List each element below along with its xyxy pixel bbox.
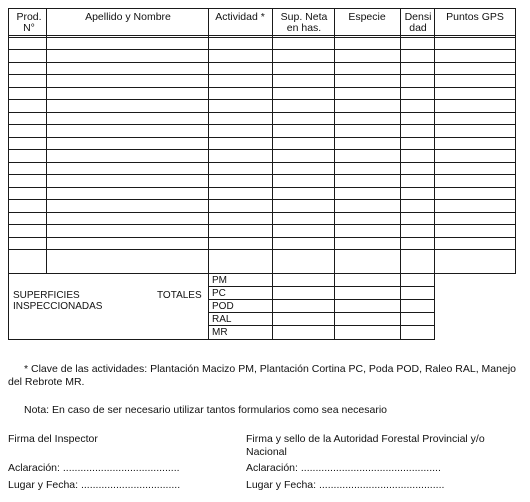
table-row-rule [8,87,516,88]
summary-column-rule [208,273,209,340]
table-column-rule [46,8,47,274]
header-nombre: Apellido y Nombre [85,11,171,23]
table-border-right [515,8,516,274]
superficies-label: SUPERFICIES [13,290,80,301]
header-rule [8,37,516,38]
table-row-rule [8,149,516,150]
inspeccionadas-label: INSPECCIONADAS [13,301,103,312]
header-rule [8,35,516,36]
authority-signature-label: Firma y sello de la Autoridad Forestal Provincial y/o Nacional [246,433,485,458]
table-row-rule [8,162,516,163]
table-column-rule [434,8,435,274]
table-row-rule [8,99,516,100]
totales-label: TOTALES [157,290,202,301]
table-row-rule [8,212,516,213]
table-border-top [8,8,516,9]
activity-key-note: * Clave de las actividades: Plantación Macizo PM, Plantación Cortina PC, Poda POD, Raleo RAL, Manejo del Rebrote MR. [8,363,516,388]
summary-column-rule [334,273,335,340]
summary-border-right [434,273,435,340]
summary-column-rule [400,273,401,340]
summary-border-bottom [8,339,435,340]
table-row-rule [8,199,516,200]
general-note: Nota: En caso de ser necesario utilizar tantos formularios como sea necesario [24,404,388,416]
total-code-ral: RAL [212,314,232,325]
summary-row-rule [208,286,435,287]
table-row-rule [8,174,516,175]
summary-row-rule [208,325,435,326]
table-row-rule [8,124,516,125]
header-densidad: Densi dad [404,11,432,34]
table-row-rule [8,249,516,250]
lugar-fecha-left: Lugar y Fecha: .................................. [8,479,181,491]
table-row-rule [8,187,516,188]
aclaracion-right: Aclaración: ................................................ [246,462,441,474]
lugar-fecha-right: Lugar y Fecha: ........................................... [246,479,445,491]
table-column-rule [208,8,209,274]
table-row-rule [8,49,516,50]
header-prod: Prod. N° [16,11,42,34]
header-actividad: Actividad * [215,11,265,23]
total-code-pod: POD [212,301,234,312]
table-row-rule [8,62,516,63]
summary-column-rule [272,273,273,340]
table-row-rule [8,74,516,75]
total-code-mr: MR [212,327,228,338]
table-row-rule [8,137,516,138]
summary-row-rule [208,299,435,300]
total-code-pm: PM [212,275,227,286]
inspector-signature-label: Firma del Inspector [8,433,98,445]
table-row-rule [8,237,516,238]
header-sup: Sup. Neta en has. [280,11,328,34]
table-column-rule [400,8,401,274]
header-gps: Puntos GPS [446,11,504,23]
table-row-rule [8,112,516,113]
table-column-rule [334,8,335,274]
header-especie: Especie [348,11,386,23]
table-column-rule [272,8,273,274]
table-row-rule [8,224,516,225]
aclaracion-left: Aclaración: ........................................ [8,462,180,474]
total-code-pc: PC [212,288,226,299]
table-section-rule [8,273,516,274]
summary-row-rule [208,312,435,313]
